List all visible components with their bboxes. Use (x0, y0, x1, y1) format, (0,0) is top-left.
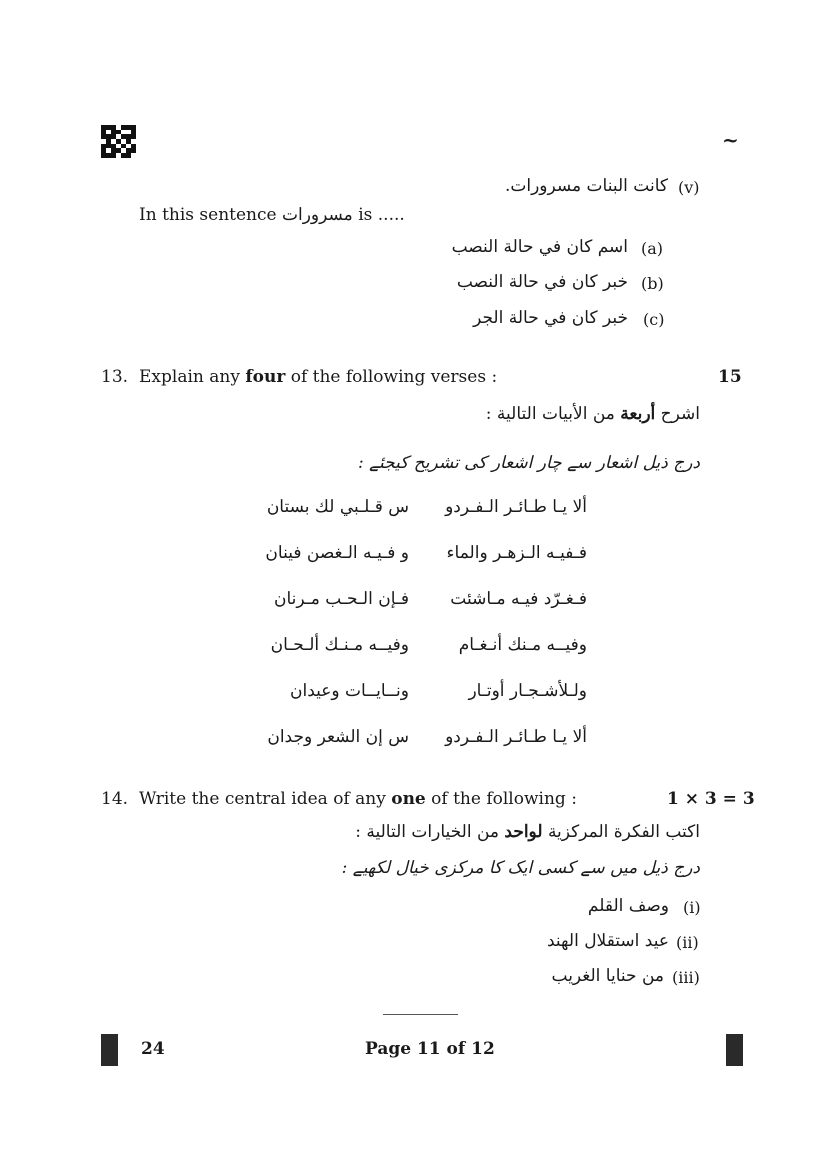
q12v-sentence: كانت البنات مسرورات. (504, 176, 668, 196)
q13-number: 13. (101, 367, 129, 387)
end-rule (383, 1014, 458, 1015)
q12v-prompt-pre: In this sentence (139, 205, 277, 225)
q14-instruction-bold: one (391, 789, 426, 809)
q14-marks: 1 × 3 = 3 (667, 789, 755, 809)
q14-arabic-instruction (220, 822, 700, 842)
verse-3-second: فـإن الـحـب مـرنان (274, 589, 409, 609)
q13-arabic-bold: أربعة (620, 404, 656, 424)
verse-4-second: وفيــه مـنـك ألـحـان (270, 635, 409, 655)
q14-option-iii-label: (iii) (672, 968, 700, 987)
q12v-option-a-text: اسم كان في حالة النصب (451, 237, 628, 257)
verse-6-first: ألا يـا طـائـر الـفـردو (445, 727, 587, 747)
q14-arabic-pre: اكتب الفكرة المركزية (547, 822, 700, 842)
q12v-prompt-word: مسرورات (281, 205, 353, 225)
verse-1-first: ألا يـا طـائـر الـفـردو (445, 497, 587, 517)
q12v-option-b-text: خبر كان في حالة النصب (456, 272, 628, 292)
q14-number: 14. (101, 789, 129, 809)
q13-urdu-instruction: درج ذیل اشعار سے چار اشعار کی تشریح کیجئے : (357, 453, 700, 473)
q14-instruction-pre: Write the central idea of any (139, 789, 386, 809)
verse-6-second: س إن الشعر وجدان (267, 727, 409, 747)
q14-urdu-instruction: درج ذیل میں سے کسی ایک کا مرکزی خیال لکھیے : (341, 858, 700, 878)
verse-2-second: و فـيـه الـغصن فينان (265, 543, 409, 563)
footer-code: 24 (141, 1039, 165, 1059)
footer-page-number: Page 11 of 12 (365, 1039, 495, 1059)
verse-5-first: ولـلأشـجـار أوتـار (468, 681, 587, 701)
q12v-number: (v) (678, 178, 700, 197)
q14-option-iii-text: من حنايا الغريب (551, 966, 664, 986)
footer-left-bar (101, 1034, 118, 1066)
verse-5-second: ونــايــات وعيدان (290, 681, 409, 701)
q14-option-ii-text: عيد استقلال الهند (547, 931, 669, 951)
q14-arabic-bold: لواحد (504, 822, 543, 842)
verse-2-first: فـفيـه الـزهـر والماء (446, 543, 587, 563)
q12v-prompt-post: is ..... (358, 205, 405, 225)
q14-option-i-label: (i) (683, 898, 701, 917)
verse-1-second: س قـلـبي لك بستان (266, 497, 409, 517)
q14-arabic-post: من الخيارات التالية : (355, 822, 499, 842)
header-tilde: ~ (722, 128, 739, 152)
q12v-option-c-label: (c) (643, 310, 665, 329)
q13-instruction (139, 367, 497, 387)
q14-instruction (139, 789, 577, 809)
verse-3-first: فـغـرّد فيـه مـاشئت (450, 589, 587, 609)
q13-marks: 15 (718, 367, 742, 387)
qr-code (101, 125, 136, 158)
q13-arabic-post: من الأبيات التالية : (485, 404, 615, 424)
q14-option-i-text: وصف القلم (587, 896, 669, 916)
q13-instruction-bold: four (245, 367, 286, 387)
q13-instruction-pre: Explain any (139, 367, 240, 387)
footer-right-bar (726, 1034, 743, 1066)
q12v-prompt (139, 205, 405, 225)
q12v-option-c-text: خبر كان في حالة الجر (473, 308, 628, 328)
q13-instruction-post: of the following verses : (290, 367, 498, 387)
q13-arabic-pre: اشرح (660, 404, 700, 424)
q13-arabic-instruction (250, 404, 700, 424)
q12v-option-a-label: (a) (641, 239, 664, 258)
q14-instruction-post: of the following : (431, 789, 577, 809)
q14-option-ii-label: (ii) (676, 933, 699, 952)
q12v-option-b-label: (b) (641, 274, 664, 293)
verse-4-first: وفيــه مـنك أنـغـام (458, 635, 587, 655)
